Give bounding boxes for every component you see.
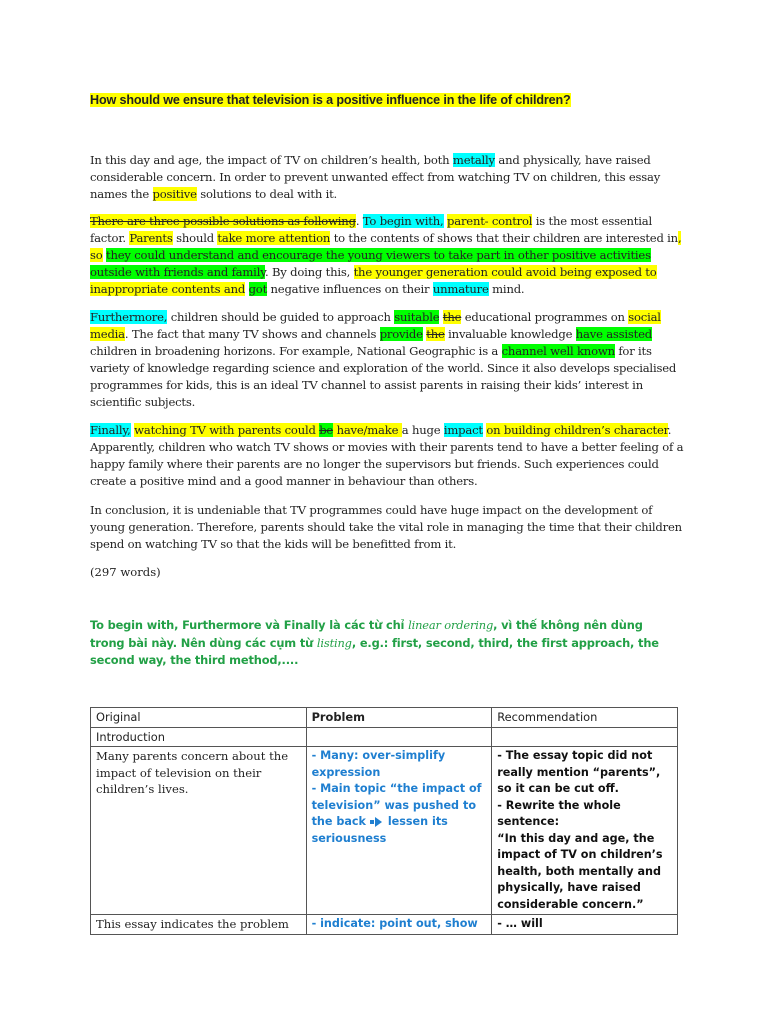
highlighted-text: on building children’s character — [486, 423, 668, 437]
table-header-row — [91, 708, 678, 728]
highlighted-text: Furthermore, — [90, 310, 168, 324]
paragraph-body-3 — [90, 422, 686, 490]
highlighted-text: To begin with, — [362, 214, 444, 228]
section-introduction: Introduction — [91, 727, 307, 747]
cell-problem — [306, 747, 492, 915]
note-text-b: , vì thế không nên dùng trong bài này. Nên dùng các cụm từ — [90, 618, 643, 650]
recommendation-line: - Rewrite the whole sentence: — [497, 798, 621, 828]
problem-text: - Main topic “the impact of television” was pushed to the back — [311, 782, 482, 828]
highlighted-text: parent- control — [447, 214, 533, 228]
problem-line: - Many: over-simplify expression — [311, 749, 446, 779]
text-run: should — [172, 231, 218, 245]
highlighted-text: take more attention — [217, 231, 331, 245]
table-row — [91, 747, 678, 915]
highlighted-text: be — [319, 423, 334, 437]
text-run: for its variety of knowledge regarding science and exploration of the world. Since it also develops specialised programmes for kids, this is an ideal TV channel to assist parents in raising their kids’ interest in scientific subjects. — [90, 344, 677, 409]
highlighted-text: provide — [379, 327, 423, 341]
header-problem: Problem — [306, 708, 492, 728]
teacher-note — [90, 617, 680, 670]
highlighted-text: social media — [90, 310, 661, 341]
highlighted-text: have/make — [333, 423, 402, 437]
review-table — [90, 707, 678, 935]
highlighted-text: metally — [452, 153, 495, 167]
highlighted-text: they could understand and encourage the young viewers to take part in other positive activities outside with friends and family — [90, 248, 651, 279]
highlighted-text: watching TV with parents could — [134, 423, 320, 437]
text-run: . — [355, 214, 363, 228]
essay-title: How should we ensure that television is a positive influence in the life of children? — [90, 93, 571, 107]
paragraph-body-2 — [90, 309, 686, 411]
highlighted-text: the — [426, 327, 445, 341]
text-run: and physically, have raised considerable concern. In order to prevent unwanted effect from watching TV on children, this essay names the — [90, 153, 661, 201]
highlighted-text: positive — [152, 187, 197, 201]
paragraph-intro — [90, 152, 686, 203]
text-run: . The fact that many TV shows and channels — [124, 327, 380, 341]
text-run: invaluable knowledge — [444, 327, 576, 341]
empty-cell — [306, 727, 492, 747]
cell-recommendation — [492, 747, 678, 915]
highlighted-text: There are three possible solutions as following — [90, 214, 356, 228]
text-run: solutions to deal with it. — [196, 187, 338, 201]
header-recommendation: Recommendation — [492, 708, 678, 728]
highlighted-text: suitable — [394, 310, 440, 324]
paragraph-conclusion: In conclusion, it is undeniable that TV programmes could have huge impact on the development of young generation. Therefore, parents should take the vital role in managing the time that their children spend on watching TV so that the kids will be benefitted from it. — [90, 503, 682, 551]
text-run: to the contents of shows that their children are interested in — [330, 231, 678, 245]
highlighted-text: , so — [90, 231, 682, 262]
highlighted-text: got — [248, 282, 268, 296]
note-text-a: To begin with, Furthermore và Finally là các từ chỉ — [90, 618, 409, 632]
text-run: children should be guided to approach — [167, 310, 395, 324]
text-run: negative influences on their — [267, 282, 433, 296]
paragraph-body-1 — [90, 213, 686, 298]
recommendation-line: “In this day and age, the impact of TV on children’s health, both mentally and physically, have raised considerable concern.” — [497, 831, 663, 911]
cell-recommendation: - … will — [492, 915, 678, 935]
note-text-c: , e.g.: first, second, third, the first approach, the second way, the third method,.... — [90, 635, 659, 667]
highlighted-text: have assisted — [575, 327, 653, 341]
table-section-row — [91, 727, 678, 747]
text-run: educational programmes on — [461, 310, 629, 324]
problem-line — [312, 781, 487, 847]
highlighted-text: Finally, — [90, 423, 131, 437]
text-run: . By doing this, — [265, 265, 354, 279]
arrow-right-icon — [370, 814, 384, 831]
cell-original: This essay indicates the problem — [91, 915, 307, 935]
note-emphasis-b: listing — [316, 635, 352, 650]
table-row — [91, 915, 678, 935]
problem-text: lessen its seriousness — [311, 815, 448, 845]
header-original: Original — [91, 708, 307, 728]
highlighted-text: the — [442, 310, 462, 324]
text-run: a huge — [401, 423, 444, 437]
text-run: In this day and age, the impact of TV on children’s health, both — [90, 153, 453, 167]
text-run: . Apparently, children who watch TV shows or movies with their parents tend to have a better feeling of a happy family where their parents are no longer the supervisors but friends. Such experiences could create a positive mind and a good manner in behaviour than others. — [90, 423, 684, 488]
recommendation-line: - The essay topic did not really mention “parents”, so it can be cut off. — [497, 749, 661, 795]
highlighted-text: Parents — [129, 231, 173, 245]
text-run: mind. — [488, 282, 525, 296]
highlighted-text: unmature — [432, 282, 489, 296]
note-emphasis-a: linear ordering — [408, 618, 494, 632]
text-run: children in broadening horizons. For example, National Geographic is a — [90, 344, 502, 358]
cell-original: Many parents concern about the impact of television on their children’s lives. — [91, 747, 307, 915]
highlighted-text: impact — [443, 423, 483, 437]
highlighted-text: the younger generation could avoid being exposed to inappropriate contents and — [90, 265, 657, 296]
word-count: (297 words) — [90, 565, 161, 579]
text-run: is the most essential factor. — [90, 214, 652, 245]
empty-cell — [492, 727, 678, 747]
highlighted-text: channel well known — [501, 344, 615, 358]
cell-problem: - indicate: point out, show — [306, 915, 492, 935]
